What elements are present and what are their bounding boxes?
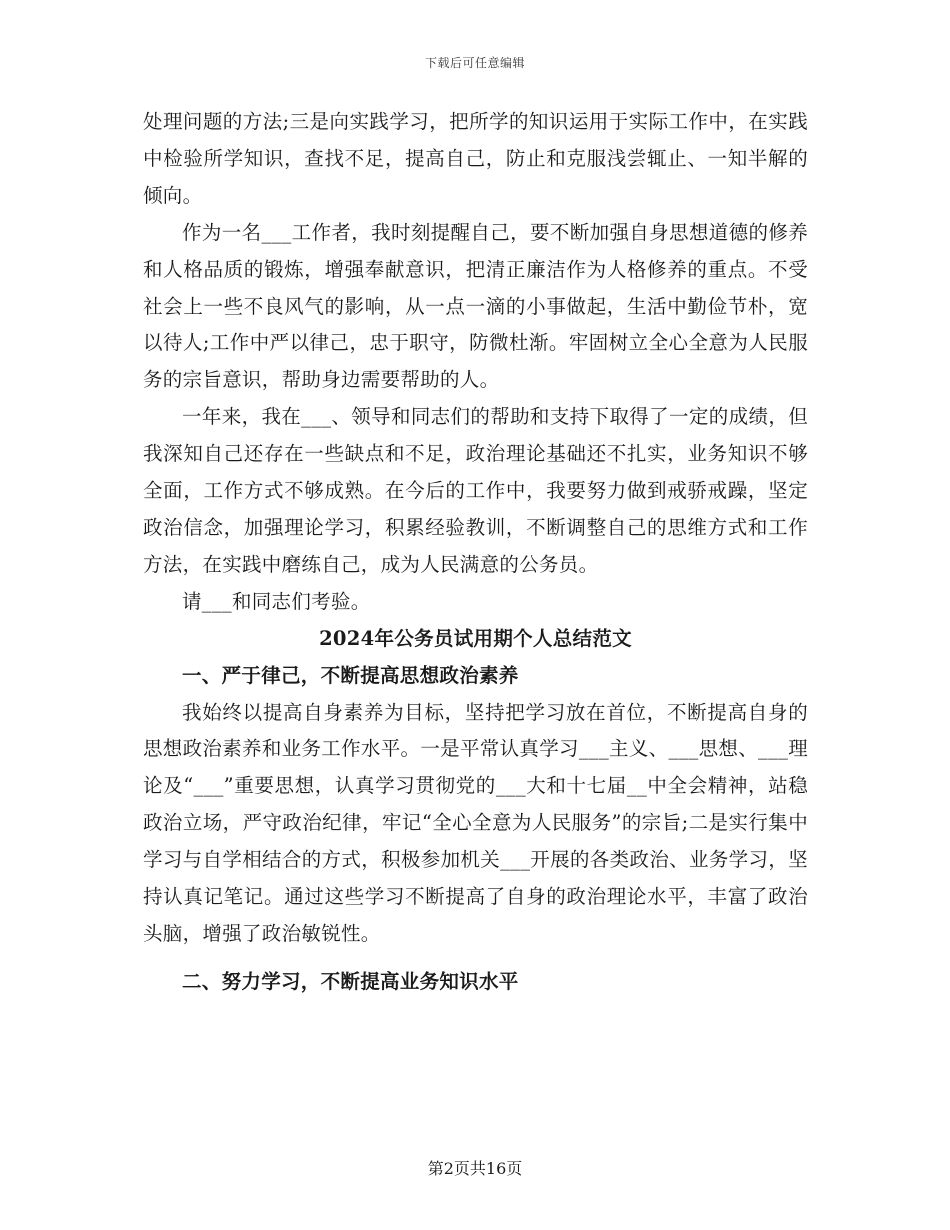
section-heading-1: 一、严于律己，不断提高思想政治素养 (182, 663, 519, 687)
page-number-footer: 第2页共16页 (427, 1159, 523, 1178)
paragraph-4: 请___和同志们考验。 (182, 589, 371, 613)
paragraph-1: 处理问题的方法;三是向实践学习，把所学的知识运用于实际工作中，在实践中检验所学知识，查找不足，提高自己，防止和克服浅尝辄止、一知半解的倾向。 (143, 110, 808, 207)
section-heading-2: 二、努力学习，不断提高业务知识水平 (182, 969, 519, 993)
paragraph-3: 一年来，我在___、领导和同志们的帮助和支持下取得了一定的成绩，但我深知自己还存在一些缺点和不足，政治理论基础还不扎实，业务知识不够全面，工作方式不够成熟。在今后的工作中，我要努力做到戒骄戒躁，坚定政治信念，加强理论学习，积累经验教训，不断调整自己的思维方式和工作方法，在实践中磨练自己，成为人民满意的公务员。 (143, 405, 808, 576)
paragraph-5: 我始终以提高自身素养为目标，坚持把学习放在首位，不断提高自身的思想政治素养和业务工作水平。一是平常认真学习___主义、___思想、___理论及“___”重要思想，认真学习贯彻党的___大和十七届__中全会精神，站稳政治立场，严守政治纪律，牢记“全心全意为人民服务”的宗旨;二是实行集中学习与自学相结合的方式，积极参加机关___开展的各类政治、业务学习，坚持认真记笔记。通过这些学习不断提高了自身的政治理论水平，丰富了政治头脑，增强了政治敏锐性。 (143, 700, 808, 945)
page-header-note: 下载后可任意编辑 (424, 56, 525, 70)
document-body (143, 104, 808, 1001)
document-title: 2024年公务员试用期个人总结范文 (319, 626, 632, 650)
paragraph-2: 作为一名___工作者，我时刻提醒自己，要不断加强自身思想道德的修养和人格品质的锻炼，增强奉献意识，把清正廉洁作为人格修养的重点。不受社会上一些不良风气的影响，从一点一滴的小事做起，生活中勤俭节朴，宽以待人;工作中严以律己，忠于职守，防微杜渐。牢固树立全心全意为人民服务的宗旨意识，帮助身边需要帮助的人。 (143, 220, 808, 392)
